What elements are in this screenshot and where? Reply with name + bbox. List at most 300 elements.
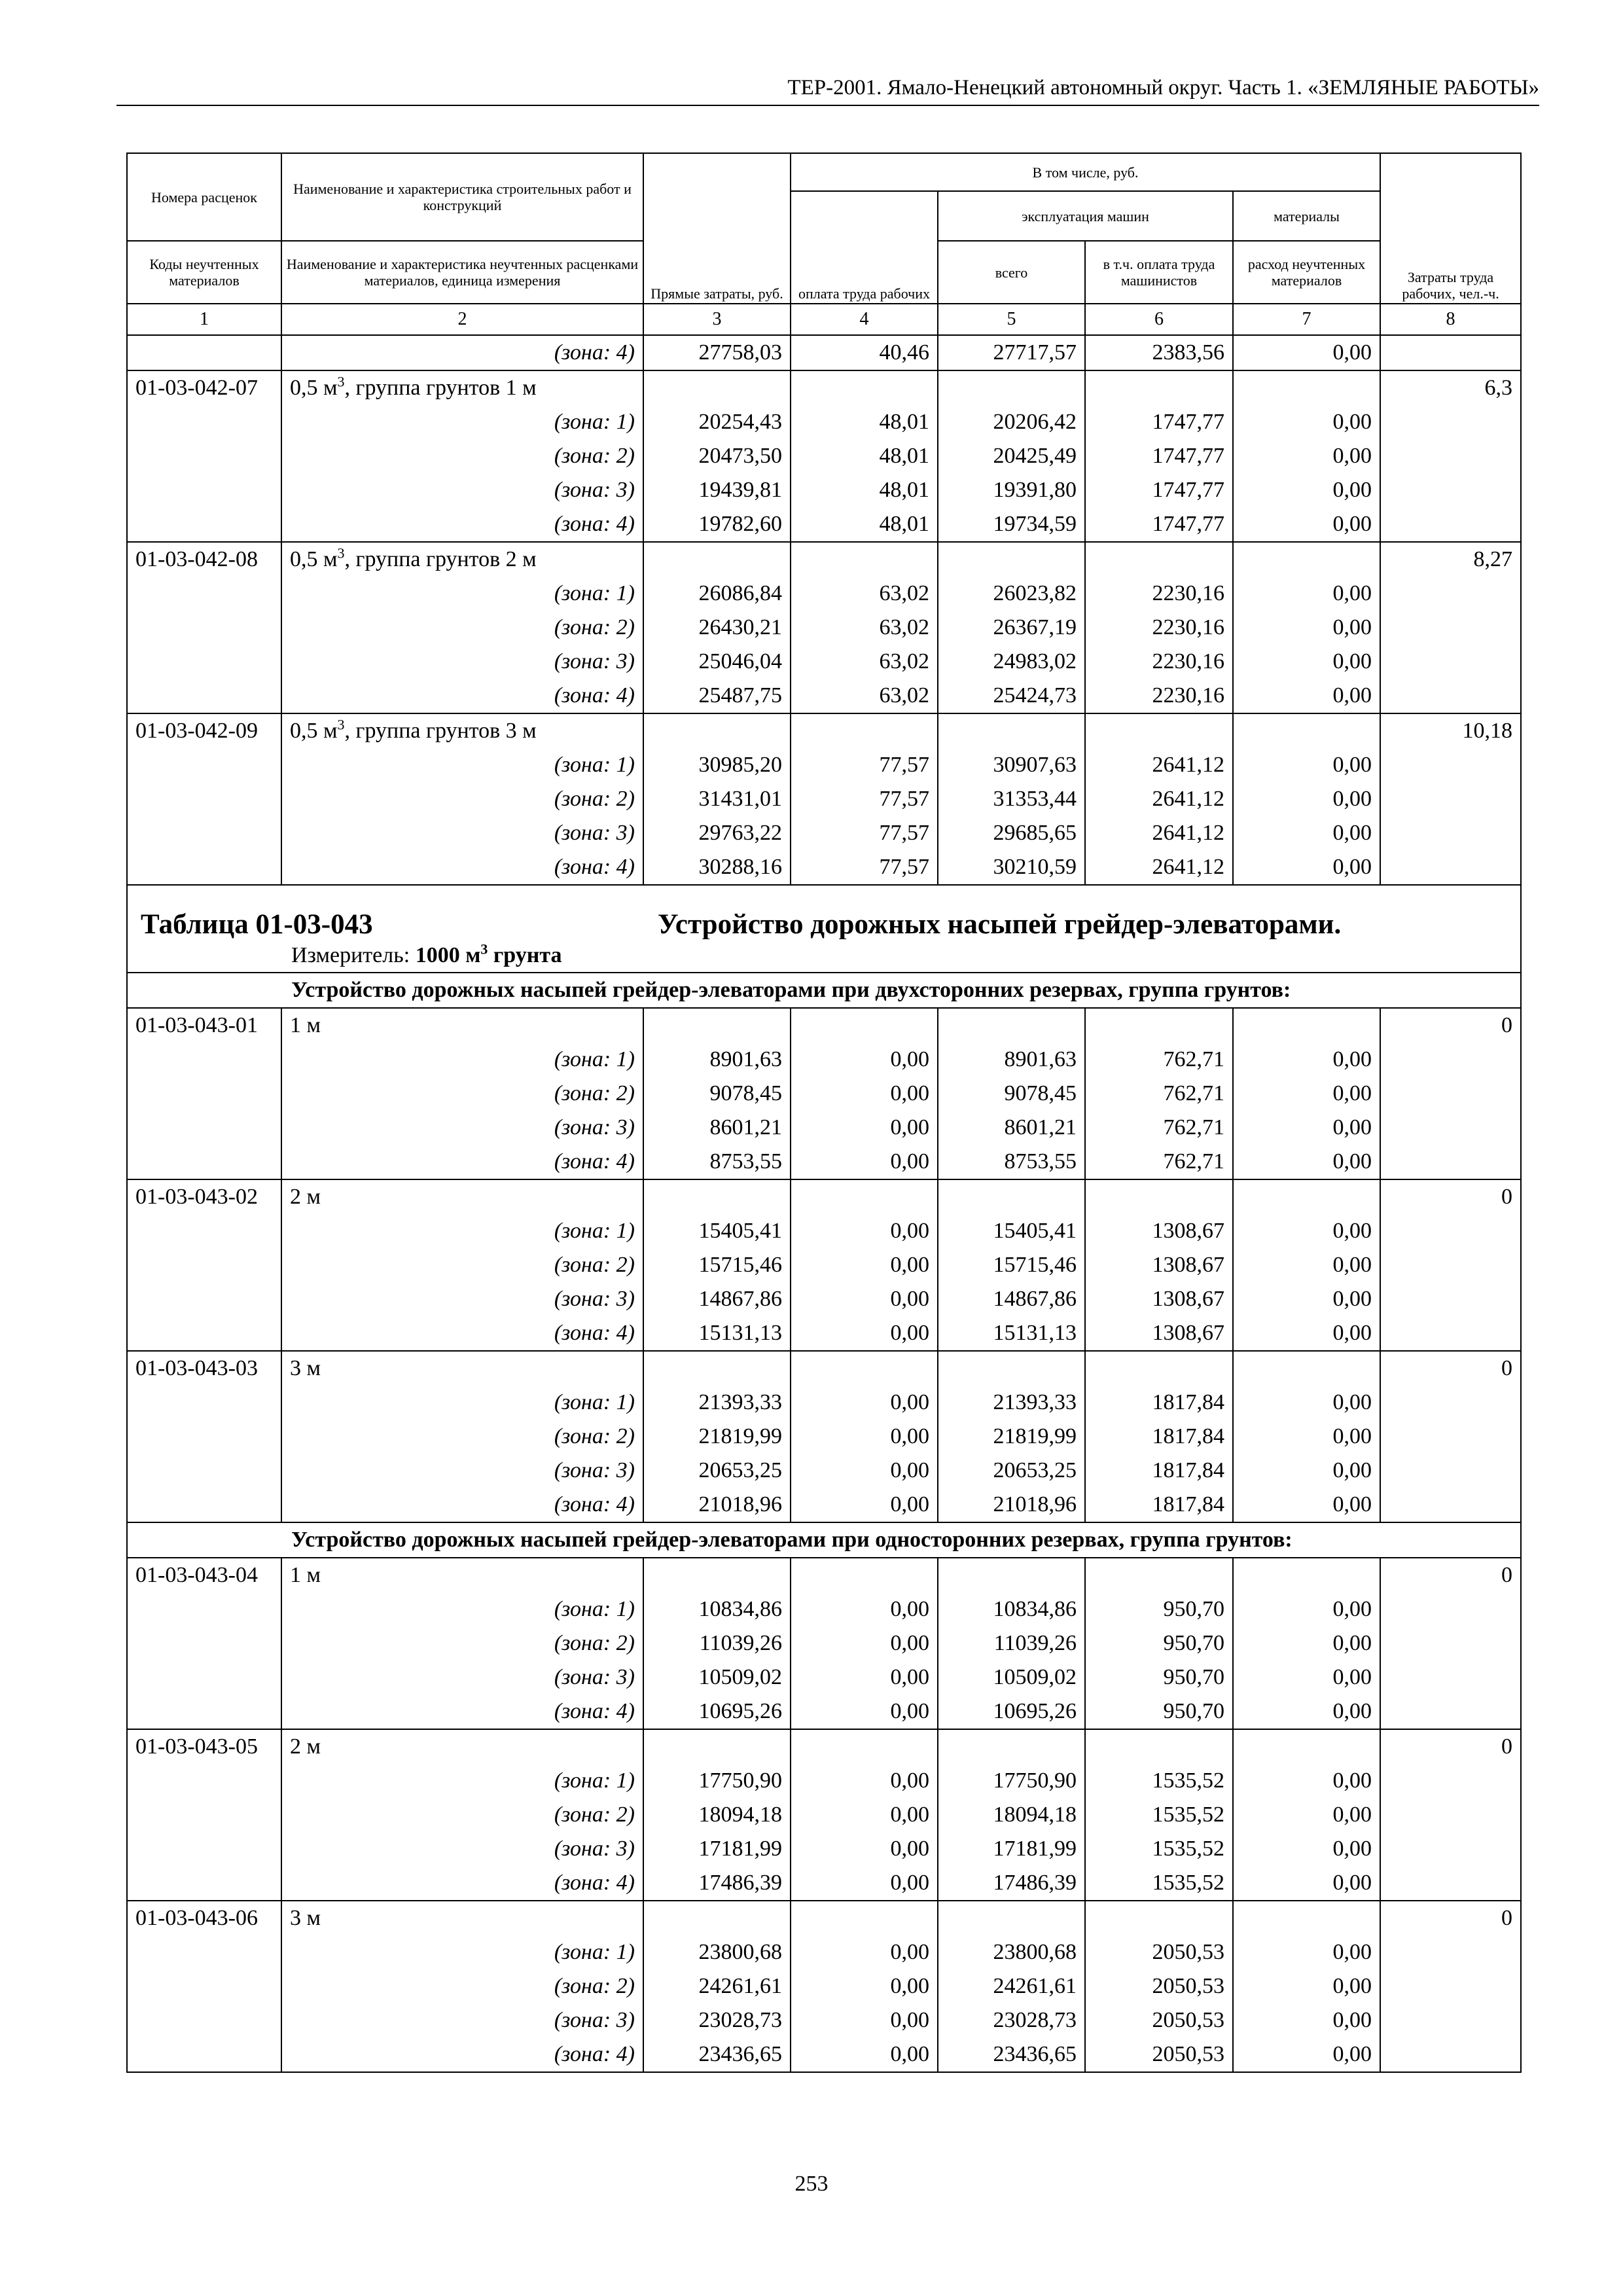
materials-cost: 0,00 (1233, 1592, 1380, 1626)
rate-code-empty (127, 645, 281, 679)
hdr-col7: расход неучтенных материалов (1233, 241, 1380, 304)
zone-row (127, 335, 1521, 370)
zone-label: (зона: 1) (281, 1935, 643, 1969)
machines-total: 17181,99 (938, 1832, 1085, 1866)
rate-code: 01-03-043-04 (127, 1558, 281, 1592)
machines-total: 9078,45 (938, 1077, 1085, 1111)
labor-cost-empty (1380, 1111, 1521, 1145)
hdr-col4: оплата труда рабочих (791, 191, 938, 304)
empty-cell (643, 1901, 791, 1935)
machines-total: 31353,44 (938, 782, 1085, 816)
machinist-pay: 2050,53 (1085, 2037, 1233, 2072)
materials-cost: 0,00 (1233, 1248, 1380, 1282)
rate-code-empty (127, 1386, 281, 1420)
hdr-col8: Затраты труда рабочих, чел.-ч. (1380, 153, 1521, 304)
direct-cost: 31431,01 (643, 782, 791, 816)
materials-cost: 0,00 (1233, 1660, 1380, 1695)
rate-code-empty (127, 473, 281, 507)
zone-label: (зона: 3) (281, 1111, 643, 1145)
rate-code-empty (127, 1145, 281, 1179)
rate-code: 01-03-042-08 (127, 542, 281, 577)
zone-row (127, 1214, 1521, 1248)
machines-total: 27717,57 (938, 335, 1085, 370)
empty-cell (938, 1901, 1085, 1935)
labor-cost-empty (1380, 1488, 1521, 1522)
labor-cost-empty (1380, 507, 1521, 542)
hdr-materials: материалы (1233, 191, 1380, 241)
rates-table (126, 152, 1522, 2073)
materials-cost: 0,00 (1233, 748, 1380, 782)
direct-cost: 10834,86 (643, 1592, 791, 1626)
zone-label: (зона: 1) (281, 748, 643, 782)
rate-code: 01-03-043-06 (127, 1901, 281, 1935)
zone-label: (зона: 4) (281, 1866, 643, 1901)
labor-cost-empty (1380, 1695, 1521, 1729)
machines-total: 8901,63 (938, 1043, 1085, 1077)
labor-cost-empty (1380, 1798, 1521, 1832)
zone-label: (зона: 3) (281, 2003, 643, 2037)
empty-cell (938, 1351, 1085, 1386)
rate-code-empty (127, 1316, 281, 1351)
materials-cost: 0,00 (1233, 850, 1380, 885)
labor-cost-empty (1380, 1866, 1521, 1901)
materials-cost: 0,00 (1233, 611, 1380, 645)
table-title-cell (127, 885, 1521, 939)
worker-pay: 77,57 (791, 748, 938, 782)
direct-cost: 17750,90 (643, 1764, 791, 1798)
rate-code: 01-03-043-01 (127, 1008, 281, 1043)
section-row (127, 1522, 1521, 1558)
direct-cost: 11039,26 (643, 1626, 791, 1660)
worker-pay: 0,00 (791, 1248, 938, 1282)
labor-cost-empty (1380, 1077, 1521, 1111)
empty-cell (791, 1008, 938, 1043)
empty-cell (1085, 713, 1233, 748)
zone-row (127, 1626, 1521, 1660)
rate-code-empty (127, 611, 281, 645)
measure-value: 1000 м (415, 943, 481, 967)
zone-row (127, 1420, 1521, 1454)
worker-pay: 0,00 (791, 1764, 938, 1798)
zone-row (127, 1695, 1521, 1729)
labor-cost-empty (1380, 1316, 1521, 1351)
machines-total: 10695,26 (938, 1695, 1085, 1729)
direct-cost: 9078,45 (643, 1077, 791, 1111)
desc-exponent: 3 (337, 373, 345, 390)
empty-cell (791, 1558, 938, 1592)
direct-cost: 17181,99 (643, 1832, 791, 1866)
machinist-pay: 1747,77 (1085, 473, 1233, 507)
empty-cell (1085, 1351, 1233, 1386)
materials-cost: 0,00 (1233, 1420, 1380, 1454)
worker-pay: 0,00 (791, 1145, 938, 1179)
materials-cost: 0,00 (1233, 473, 1380, 507)
rate-code-empty (127, 1764, 281, 1798)
worker-pay: 0,00 (791, 1043, 938, 1077)
worker-pay: 0,00 (791, 1214, 938, 1248)
zone-label: (зона: 1) (281, 1214, 643, 1248)
machinist-pay: 950,70 (1085, 1592, 1233, 1626)
machines-total: 20206,42 (938, 405, 1085, 439)
labor-cost-empty (1380, 782, 1521, 816)
machines-total: 20425,49 (938, 439, 1085, 473)
rate-code-empty (127, 1798, 281, 1832)
machinist-pay: 1535,52 (1085, 1866, 1233, 1901)
machines-total: 26023,82 (938, 577, 1085, 611)
labor-cost: 0 (1380, 1008, 1521, 1043)
labor-cost: 0 (1380, 1901, 1521, 1935)
direct-cost: 25046,04 (643, 645, 791, 679)
zone-label: (зона: 4) (281, 1145, 643, 1179)
empty-cell (1233, 713, 1380, 748)
rate-code-empty (127, 1969, 281, 2003)
zone-label: (зона: 4) (281, 2037, 643, 2072)
empty-cell (643, 542, 791, 577)
machinist-pay: 2230,16 (1085, 611, 1233, 645)
materials-cost: 0,00 (1233, 2037, 1380, 2072)
labor-cost-empty (1380, 645, 1521, 679)
measure-row (127, 939, 1521, 973)
rate-code-empty (127, 1282, 281, 1316)
measure-exponent: 3 (480, 941, 488, 958)
rate-code: 01-03-043-03 (127, 1351, 281, 1386)
rate-description: 1 м (281, 1008, 643, 1043)
machinist-pay: 950,70 (1085, 1626, 1233, 1660)
rate-description: 2 м (281, 1179, 643, 1214)
worker-pay: 48,01 (791, 439, 938, 473)
zone-row (127, 748, 1521, 782)
machinist-pay: 2050,53 (1085, 1935, 1233, 1969)
rate-row (127, 1901, 1521, 1935)
materials-cost: 0,00 (1233, 1866, 1380, 1901)
hdr-col2-bottom: Наименование и характеристика неучтенных расценками материалов, единица измерения (281, 241, 643, 304)
rate-row (127, 1351, 1521, 1386)
zone-label: (зона: 1) (281, 405, 643, 439)
direct-cost: 23028,73 (643, 2003, 791, 2037)
desc-soil-group: , группа грунтов 1 м (344, 376, 537, 400)
worker-pay: 0,00 (791, 1386, 938, 1420)
rate-code-empty (127, 2003, 281, 2037)
machinist-pay: 1747,77 (1085, 405, 1233, 439)
direct-cost: 20473,50 (643, 439, 791, 473)
labor-cost-empty (1380, 1043, 1521, 1077)
direct-cost: 30288,16 (643, 850, 791, 885)
rate-code-empty (127, 577, 281, 611)
hdr-col1-bottom: Коды неучтенных материалов (127, 241, 281, 304)
materials-cost: 0,00 (1233, 1282, 1380, 1316)
materials-cost: 0,00 (1233, 1043, 1380, 1077)
machines-total: 30210,59 (938, 850, 1085, 885)
materials-cost: 0,00 (1233, 405, 1380, 439)
worker-pay: 0,00 (791, 1626, 938, 1660)
worker-pay: 0,00 (791, 1935, 938, 1969)
zone-row (127, 1282, 1521, 1316)
worker-pay: 48,01 (791, 507, 938, 542)
worker-pay: 0,00 (791, 1866, 938, 1901)
zone-label: (зона: 4) (281, 507, 643, 542)
rate-description (281, 713, 643, 748)
direct-cost: 27758,03 (643, 335, 791, 370)
rate-code-empty (127, 1660, 281, 1695)
zone-row (127, 645, 1521, 679)
empty-cell (938, 1558, 1085, 1592)
worker-pay: 77,57 (791, 850, 938, 885)
empty-cell (1233, 370, 1380, 405)
materials-cost: 0,00 (1233, 1695, 1380, 1729)
zone-label: (зона: 4) (281, 1316, 643, 1351)
worker-pay: 0,00 (791, 2037, 938, 2072)
worker-pay: 0,00 (791, 1316, 938, 1351)
direct-cost: 8601,21 (643, 1111, 791, 1145)
direct-cost: 15405,41 (643, 1214, 791, 1248)
zone-row (127, 507, 1521, 542)
machinist-pay: 1817,84 (1085, 1488, 1233, 1522)
zone-label: (зона: 3) (281, 1660, 643, 1695)
empty-cell (791, 1351, 938, 1386)
worker-pay: 0,00 (791, 1969, 938, 2003)
worker-pay: 0,00 (791, 1111, 938, 1145)
machinist-pay: 2641,12 (1085, 748, 1233, 782)
direct-cost: 19439,81 (643, 473, 791, 507)
empty-cell (791, 542, 938, 577)
labor-cost: 0 (1380, 1729, 1521, 1764)
worker-pay: 40,46 (791, 335, 938, 370)
labor-cost-empty (1380, 850, 1521, 885)
materials-cost: 0,00 (1233, 439, 1380, 473)
zone-label: (зона: 1) (281, 1592, 643, 1626)
materials-cost: 0,00 (1233, 1111, 1380, 1145)
zone-label: (зона: 3) (281, 1832, 643, 1866)
zone-label: (зона: 2) (281, 439, 643, 473)
rate-code-empty (127, 1935, 281, 1969)
hdr-col5: всего (938, 241, 1085, 304)
empty-cell (938, 370, 1085, 405)
labor-cost-empty (1380, 1454, 1521, 1488)
labor-cost-empty (1380, 1935, 1521, 1969)
machines-total: 21819,99 (938, 1420, 1085, 1454)
worker-pay: 77,57 (791, 782, 938, 816)
rate-description: 3 м (281, 1351, 643, 1386)
zone-label: (зона: 2) (281, 782, 643, 816)
zone-row (127, 1077, 1521, 1111)
labor-cost-empty (1380, 473, 1521, 507)
materials-cost: 0,00 (1233, 1145, 1380, 1179)
direct-cost: 8901,63 (643, 1043, 791, 1077)
hdr-incl: В том числе, руб. (791, 153, 1380, 191)
worker-pay: 0,00 (791, 1282, 938, 1316)
direct-cost: 26086,84 (643, 577, 791, 611)
machinist-pay: 2050,53 (1085, 2003, 1233, 2037)
direct-cost: 18094,18 (643, 1798, 791, 1832)
zone-row (127, 1592, 1521, 1626)
zone-row (127, 850, 1521, 885)
materials-cost: 0,00 (1233, 507, 1380, 542)
direct-cost: 21018,96 (643, 1488, 791, 1522)
labor-cost: 0 (1380, 1351, 1521, 1386)
machinist-pay: 1817,84 (1085, 1420, 1233, 1454)
worker-pay: 63,02 (791, 645, 938, 679)
rate-code-empty (127, 1592, 281, 1626)
machines-total: 17750,90 (938, 1764, 1085, 1798)
empty-cell (1233, 1179, 1380, 1214)
machinist-pay: 1308,67 (1085, 1316, 1233, 1351)
machinist-pay: 762,71 (1085, 1077, 1233, 1111)
direct-cost: 20653,25 (643, 1454, 791, 1488)
machinist-pay: 1747,77 (1085, 439, 1233, 473)
labor-cost (1380, 335, 1521, 370)
machinist-pay: 1817,84 (1085, 1386, 1233, 1420)
labor-cost: 8,27 (1380, 542, 1521, 577)
labor-cost-empty (1380, 679, 1521, 713)
zone-row (127, 1866, 1521, 1901)
labor-cost-empty (1380, 1214, 1521, 1248)
machinist-pay: 2230,16 (1085, 645, 1233, 679)
rate-code-empty (127, 1248, 281, 1282)
worker-pay: 0,00 (791, 1832, 938, 1866)
worker-pay: 0,00 (791, 1488, 938, 1522)
empty-cell (1233, 1558, 1380, 1592)
direct-cost: 19782,60 (643, 507, 791, 542)
rate-code-empty (127, 1454, 281, 1488)
empty-cell (1085, 370, 1233, 405)
rate-code-empty (127, 782, 281, 816)
zone-row (127, 679, 1521, 713)
machines-total: 8601,21 (938, 1111, 1085, 1145)
labor-cost-empty (1380, 1386, 1521, 1420)
materials-cost: 0,00 (1233, 1969, 1380, 2003)
zone-label: (зона: 2) (281, 611, 643, 645)
rate-code-empty (127, 1111, 281, 1145)
col-number: 7 (1233, 304, 1380, 335)
machines-total: 10834,86 (938, 1592, 1085, 1626)
machines-total: 21393,33 (938, 1386, 1085, 1420)
zone-row (127, 1454, 1521, 1488)
zone-label: (зона: 1) (281, 1764, 643, 1798)
section-heading: Устройство дорожных насыпей грейдер-элеваторами при односторонних резервах, группа грунтов: (127, 1522, 1521, 1558)
rate-description: 1 м (281, 1558, 643, 1592)
rate-code-empty (127, 507, 281, 542)
machinist-pay: 1308,67 (1085, 1214, 1233, 1248)
rate-code-empty (127, 1866, 281, 1901)
zone-row (127, 1316, 1521, 1351)
page-number: 253 (794, 2172, 829, 2196)
materials-cost: 0,00 (1233, 577, 1380, 611)
desc-volume: 0,5 м (290, 376, 338, 400)
rate-code-empty (127, 1695, 281, 1729)
empty-cell (938, 1008, 1085, 1043)
machines-total: 19391,80 (938, 473, 1085, 507)
rate-code: 01-03-042-07 (127, 370, 281, 405)
zone-label: (зона: 2) (281, 1626, 643, 1660)
machinist-pay: 2230,16 (1085, 577, 1233, 611)
desc-exponent: 3 (337, 716, 345, 733)
zone-row (127, 1145, 1521, 1179)
zone-row (127, 1488, 1521, 1522)
measure-unit: грунта (488, 943, 562, 967)
rate-code: 01-03-043-02 (127, 1179, 281, 1214)
direct-cost: 15131,13 (643, 1316, 791, 1351)
zone-row (127, 1111, 1521, 1145)
labor-cost-empty (1380, 577, 1521, 611)
zone-label: (зона: 2) (281, 1077, 643, 1111)
zone-label: (зона: 3) (281, 1282, 643, 1316)
empty-cell (1085, 1729, 1233, 1764)
rate-code-empty (127, 1043, 281, 1077)
machines-total: 25424,73 (938, 679, 1085, 713)
worker-pay: 77,57 (791, 816, 938, 850)
zone-label: (зона: 3) (281, 816, 643, 850)
empty-cell (1085, 1008, 1233, 1043)
worker-pay: 48,01 (791, 473, 938, 507)
machines-total: 14867,86 (938, 1282, 1085, 1316)
zone-row (127, 1660, 1521, 1695)
machines-total: 23800,68 (938, 1935, 1085, 1969)
labor-cost-empty (1380, 1282, 1521, 1316)
rate-description: 2 м (281, 1729, 643, 1764)
rate-code-empty (127, 2037, 281, 2072)
col-number: 8 (1380, 304, 1521, 335)
empty-cell (1233, 1351, 1380, 1386)
materials-cost: 0,00 (1233, 679, 1380, 713)
labor-cost-empty (1380, 405, 1521, 439)
machines-total: 23028,73 (938, 2003, 1085, 2037)
zone-label: (зона: 4) (281, 679, 643, 713)
labor-cost-empty (1380, 1145, 1521, 1179)
desc-exponent: 3 (337, 545, 345, 562)
col-number: 1 (127, 304, 281, 335)
materials-cost: 0,00 (1233, 1764, 1380, 1798)
empty-cell (643, 713, 791, 748)
machines-total: 26367,19 (938, 611, 1085, 645)
worker-pay: 63,02 (791, 611, 938, 645)
rate-code: 01-03-043-05 (127, 1729, 281, 1764)
machines-total: 17486,39 (938, 1866, 1085, 1901)
machines-total: 29685,65 (938, 816, 1085, 850)
machinist-pay: 2230,16 (1085, 679, 1233, 713)
labor-cost-empty (1380, 2003, 1521, 2037)
zone-row (127, 1248, 1521, 1282)
empty-cell (938, 713, 1085, 748)
direct-cost: 24261,61 (643, 1969, 791, 2003)
labor-cost-empty (1380, 1592, 1521, 1626)
zone-label: (зона: 2) (281, 1798, 643, 1832)
desc-soil-group: , группа грунтов 3 м (344, 719, 537, 743)
col-number: 6 (1085, 304, 1233, 335)
empty-cell (643, 1351, 791, 1386)
machines-total: 24261,61 (938, 1969, 1085, 2003)
direct-cost: 15715,46 (643, 1248, 791, 1282)
zone-label: (зона: 4) (281, 850, 643, 885)
direct-cost: 14867,86 (643, 1282, 791, 1316)
labor-cost-empty (1380, 1660, 1521, 1695)
rate-code-empty (127, 679, 281, 713)
zone-row (127, 2037, 1521, 2072)
direct-cost: 17486,39 (643, 1866, 791, 1901)
worker-pay: 0,00 (791, 1695, 938, 1729)
machinist-pay: 762,71 (1085, 1145, 1233, 1179)
measure-cell (127, 939, 1521, 973)
machines-total: 21018,96 (938, 1488, 1085, 1522)
direct-cost: 21819,99 (643, 1420, 791, 1454)
empty-cell (643, 1558, 791, 1592)
zone-label: (зона: 3) (281, 1454, 643, 1488)
empty-cell (643, 370, 791, 405)
rate-code-empty (127, 1832, 281, 1866)
zone-label: (зона: 4) (281, 1695, 643, 1729)
machines-total: 23436,65 (938, 2037, 1085, 2072)
rate-code-empty (127, 405, 281, 439)
machinist-pay: 2641,12 (1085, 816, 1233, 850)
